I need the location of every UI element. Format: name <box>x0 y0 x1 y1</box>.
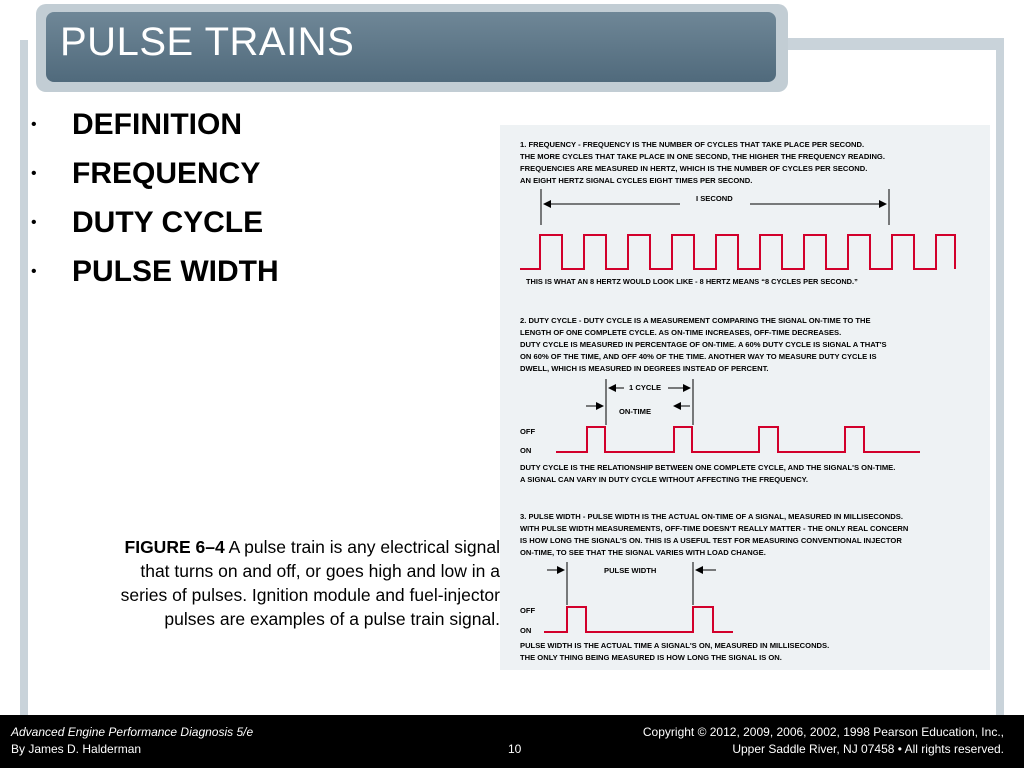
footer-rights: Upper Saddle River, NJ 07458 • All rights reserved. <box>732 742 1004 756</box>
bullet-item <box>28 247 279 296</box>
duty-cycle-waveform <box>556 427 920 452</box>
figure-caption <box>120 535 500 631</box>
bullet-dot-icon: • <box>31 116 37 133</box>
off-label: OFF <box>520 606 536 615</box>
footer-book-title: Advanced Engine Performance Diagnosis 5/e <box>11 725 254 739</box>
title-strip <box>780 38 1004 50</box>
pulse-train-figure <box>500 125 990 670</box>
bullet-label: PULSE WIDTH <box>72 255 279 288</box>
frequency-text <box>520 140 885 185</box>
duty-cycle-caption: A SIGNAL CAN VARY IN DUTY CYCLE WITHOUT AFFECTING THE FREQUENCY. <box>520 475 809 484</box>
on-time-label: ON-TIME <box>619 407 652 416</box>
bullet-item <box>28 198 279 247</box>
bullet-dot-icon: • <box>31 263 37 280</box>
bullet-dot-icon: • <box>31 214 37 231</box>
pulse-width-line: WITH PULSE WIDTH MEASUREMENTS, OFF-TIME DOESN'T REALLY MATTER - THE ONLY REAL CONCERN <box>520 524 909 533</box>
figure-label: FIGURE 6–4 <box>124 537 225 557</box>
frequency-waveform <box>520 235 955 269</box>
footer-page-number: 10 <box>508 742 522 756</box>
frequency-line: THE MORE CYCLES THAT TAKE PLACE IN ONE SECOND, THE HIGHER THE FREQUENCY READING. <box>520 152 885 161</box>
frequency-line: 1. FREQUENCY - FREQUENCY IS THE NUMBER OF CYCLES THAT TAKE PLACE PER SECOND. <box>520 140 865 149</box>
bullet-label: DEFINITION <box>72 108 242 141</box>
pulse-width-caption: THE ONLY THING BEING MEASURED IS HOW LONG THE SIGNAL IS ON. <box>520 653 782 662</box>
pulse-width-line: IS HOW LONG THE SIGNAL'S ON. THIS IS A USEFUL TEST FOR MEASURING CONVENTIONAL INJECTOR <box>520 536 902 545</box>
pulse-width-waveform <box>544 607 733 632</box>
frequency-caption: THIS IS WHAT AN 8 HERTZ WOULD LOOK LIKE - 8 HERTZ MEANS “8 CYCLES PER SECOND.” <box>526 277 858 286</box>
duty-cycle-line: DUTY CYCLE IS MEASURED IN PERCENTAGE OF ON-TIME. A 60% DUTY CYCLE IS SIGNAL A THAT'S <box>520 340 887 349</box>
one-second-label: I SECOND <box>696 194 733 203</box>
pulse-width-label: PULSE WIDTH <box>604 566 657 575</box>
pulse-width-line: 3. PULSE WIDTH - PULSE WIDTH IS THE ACTUAL ON-TIME OF A SIGNAL, MEASURED IN MILLISECONDS. <box>520 512 903 521</box>
bullet-list <box>28 100 279 296</box>
duty-cycle-line: DWELL, WHICH IS MEASURED IN DEGREES INSTEAD OF PERCENT. <box>520 364 769 373</box>
figure-caption-text: A pulse train is any electrical signal that turns on and off, or goes high and low in a series of pulses. Ignition module and fuel-injector pulses are examples of a pulse train signal. <box>120 537 500 629</box>
bullet-item <box>28 100 279 149</box>
duty-cycle-line: 2. DUTY CYCLE - DUTY CYCLE IS A MEASUREMENT COMPARING THE SIGNAL ON-TIME TO THE <box>520 316 871 325</box>
bullet-label: DUTY CYCLE <box>72 206 264 239</box>
slide-frame-left <box>20 40 28 715</box>
one-cycle-label: 1 CYCLE <box>629 383 662 392</box>
pulse-width-caption: PULSE WIDTH IS THE ACTUAL TIME A SIGNAL'S ON, MEASURED IN MILLISECONDS. <box>520 641 830 650</box>
bullet-item <box>28 149 279 198</box>
duty-cycle-line: LENGTH OF ONE COMPLETE CYCLE. AS ON-TIME INCREASES, OFF-TIME DECREASES. <box>520 328 842 337</box>
duty-cycle-line: ON 60% OF THE TIME, AND OFF 40% OF THE TIME. ANOTHER WAY TO MEASURE DUTY CYCLE IS <box>520 352 877 361</box>
on-label: ON <box>520 446 532 455</box>
duty-cycle-caption: DUTY CYCLE IS THE RELATIONSHIP BETWEEN ONE COMPLETE CYCLE, AND THE SIGNAL'S ON-TIME. <box>520 463 896 472</box>
footer-bar <box>0 715 1024 768</box>
pulse-width-text <box>520 512 908 557</box>
bullet-label: FREQUENCY <box>72 157 261 190</box>
slide-title: PULSE TRAINS <box>60 20 355 64</box>
frequency-line: FREQUENCIES ARE MEASURED IN HERTZ, WHICH IS THE NUMBER OF CYCLES PER SECOND. <box>520 164 868 173</box>
duty-cycle-text <box>520 316 887 373</box>
slide-frame-right <box>996 40 1004 715</box>
on-label: ON <box>520 626 532 635</box>
footer-copyright: Copyright © 2012, 2009, 2006, 2002, 1998 Pearson Education, Inc., <box>642 725 1004 739</box>
frequency-line: AN EIGHT HERTZ SIGNAL CYCLES EIGHT TIMES PER SECOND. <box>520 176 753 185</box>
pulse-train-diagram <box>500 125 990 670</box>
off-label: OFF <box>520 427 536 436</box>
bullet-dot-icon: • <box>31 165 37 182</box>
pulse-width-line: ON-TIME, TO SEE THAT THE SIGNAL VARIES WITH LOAD CHANGE. <box>520 548 766 557</box>
footer-author: By James D. Halderman <box>11 742 142 756</box>
